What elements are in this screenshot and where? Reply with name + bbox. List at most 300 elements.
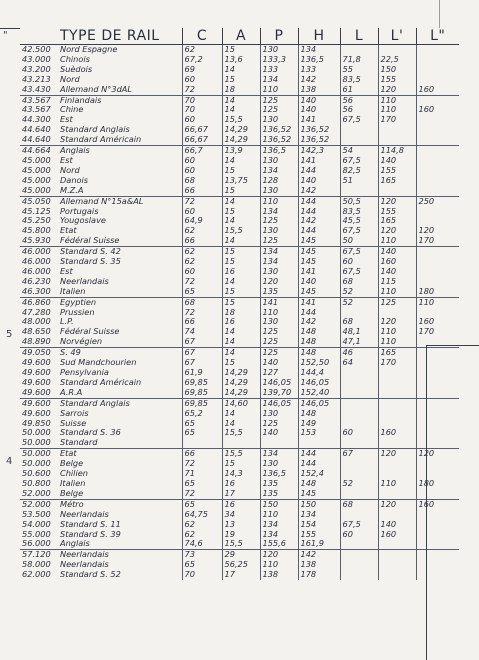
- rail-type-cell: Etat: [60, 448, 77, 459]
- a-cell: 18: [222, 85, 260, 95]
- header-a: A: [222, 28, 260, 45]
- l-prime-cell: [378, 459, 416, 469]
- a-cell: 16: [222, 317, 260, 327]
- l-prime-cell: 110: [378, 236, 416, 246]
- h-cell: 140: [298, 95, 340, 105]
- l-cell: [340, 409, 378, 419]
- weight-cell: 54.000: [22, 519, 51, 529]
- p-cell: 130: [260, 45, 298, 55]
- a-cell: 14: [222, 337, 260, 347]
- l-double-prime-cell: 160: [416, 105, 459, 115]
- a-cell: 13,6: [222, 55, 260, 65]
- l-prime-cell: 165: [378, 216, 416, 226]
- rail-type-cell: Neerlandais: [60, 509, 109, 519]
- weight-cell: 43.200: [22, 64, 51, 74]
- l-prime-cell: [378, 398, 416, 408]
- l-double-prime-cell: [416, 55, 459, 65]
- table-row: [20, 115, 459, 125]
- c-cell: 64,9: [182, 216, 222, 226]
- l-double-prime-cell: 120: [416, 449, 459, 459]
- rail-types-table: [20, 28, 459, 580]
- l-cell: 55: [340, 65, 378, 75]
- weight-cell: 48.890: [20, 337, 58, 347]
- table-row: [20, 65, 459, 75]
- l-double-prime-cell: [416, 530, 459, 540]
- l-prime-cell: 170: [378, 358, 416, 368]
- c-cell: 60: [182, 115, 222, 125]
- l-cell: [340, 186, 378, 196]
- l-double-prime-cell: [416, 45, 459, 55]
- c-cell: 61,9: [182, 368, 222, 378]
- table-row: [20, 146, 459, 156]
- l-prime-cell: [378, 419, 416, 429]
- h-cell: 140: [298, 277, 340, 287]
- p-cell: 127: [260, 368, 298, 378]
- c-cell: 60: [182, 156, 222, 166]
- l-prime-cell: [378, 539, 416, 549]
- h-cell: 136,5: [298, 55, 340, 65]
- a-cell: 14,29: [222, 125, 260, 135]
- l-double-prime-cell: [416, 115, 459, 125]
- p-cell: 138: [260, 570, 298, 580]
- h-cell: 138: [298, 85, 340, 95]
- table-row: [20, 135, 459, 145]
- c-cell: 66,7: [182, 146, 222, 156]
- l-prime-cell: 155: [378, 75, 416, 85]
- l-double-prime-cell: [416, 95, 459, 105]
- a-cell: 18: [222, 308, 260, 318]
- table-row: [20, 267, 459, 277]
- rail-type-cell: Métro: [60, 499, 84, 509]
- l-double-prime-cell: [416, 308, 459, 318]
- c-cell: 62: [182, 530, 222, 540]
- l-cell: 67,5: [340, 115, 378, 125]
- h-cell: 144: [298, 449, 340, 459]
- table-row: [20, 489, 459, 499]
- weight-cell: 46.230: [22, 276, 51, 286]
- h-cell: 148: [298, 327, 340, 337]
- rail-type-cell: Standard S. 35: [60, 257, 121, 267]
- a-cell: 14: [222, 196, 260, 206]
- c-cell: 70: [182, 95, 222, 105]
- rail-type-cell: A.R.A: [58, 388, 182, 398]
- c-cell: 72: [182, 459, 222, 469]
- table-row: [20, 449, 459, 459]
- table-row: [20, 308, 459, 318]
- l-double-prime-cell: 180: [416, 479, 459, 489]
- l-prime-cell: 120: [378, 196, 416, 206]
- c-cell: 65: [182, 419, 222, 429]
- l-cell: 83,5: [340, 75, 378, 85]
- l-prime-cell: 110: [378, 287, 416, 297]
- l-prime-cell: 155: [378, 166, 416, 176]
- l-prime-cell: [378, 409, 416, 419]
- c-cell: 66,67: [182, 135, 222, 145]
- rail-type-cell: Neerlandais: [60, 560, 109, 570]
- l-cell: 67,5: [340, 267, 378, 277]
- rail-type-cell: Standard Anglais: [60, 125, 130, 135]
- l-cell: [340, 308, 378, 318]
- p-cell: 134: [260, 257, 298, 267]
- p-cell: 110: [260, 85, 298, 95]
- l-double-prime-cell: [416, 489, 459, 499]
- l-double-prime-cell: [416, 186, 459, 196]
- table-row: [20, 196, 459, 206]
- table-row: [20, 277, 459, 287]
- table-row: [20, 166, 459, 176]
- weight-cell: 43.000: [22, 54, 51, 64]
- l-cell: 47,1: [340, 337, 378, 347]
- c-cell: 62: [182, 247, 222, 257]
- l-prime-cell: 160: [378, 530, 416, 540]
- a-cell: 16: [222, 499, 260, 509]
- weight-cell: 47.280: [22, 307, 51, 317]
- c-cell: 72: [182, 277, 222, 287]
- l-cell: 64: [340, 358, 378, 368]
- table-row: [20, 368, 459, 378]
- right-margin-edge: [426, 345, 427, 660]
- table-row: [20, 560, 459, 570]
- a-cell: 15: [222, 207, 260, 217]
- rail-type-cell: Standard S. 11: [60, 519, 121, 529]
- l-double-prime-cell: 160: [416, 85, 459, 95]
- l-double-prime-cell: [416, 267, 459, 277]
- weight-cell: 43.430: [20, 85, 58, 95]
- c-cell: 66,67: [182, 125, 222, 135]
- l-double-prime-cell: 250: [416, 196, 459, 206]
- rail-type-cell: Belge: [60, 459, 84, 469]
- h-cell: 150: [298, 499, 340, 509]
- l-double-prime-cell: [416, 146, 459, 156]
- weight-cell: 56.000: [20, 539, 58, 549]
- weight-cell: 48.650: [22, 327, 51, 337]
- top-left-rule: [0, 28, 20, 29]
- weight-cell: 46.860: [22, 297, 51, 307]
- h-cell: 153: [298, 428, 340, 438]
- p-cell: 136,5: [260, 146, 298, 156]
- l-cell: 50: [340, 236, 378, 246]
- a-cell: 14: [222, 277, 260, 287]
- weight-cell: 45.000: [22, 165, 51, 175]
- h-cell: 152,50: [298, 358, 340, 368]
- l-double-prime-cell: [416, 156, 459, 166]
- a-cell: 14: [222, 327, 260, 337]
- c-cell: 72: [182, 489, 222, 499]
- weight-cell: 50.600: [22, 469, 51, 479]
- c-cell: [182, 438, 222, 448]
- rail-type-cell: Fédéral Suisse: [58, 236, 182, 246]
- p-cell: 130: [260, 186, 298, 196]
- p-cell: 125: [260, 337, 298, 347]
- table-row: [20, 55, 459, 65]
- margin-mark-5: 5: [6, 329, 13, 340]
- table-row: [20, 257, 459, 267]
- p-cell: 136,5: [260, 469, 298, 479]
- l-cell: [340, 510, 378, 520]
- p-cell: 134: [260, 75, 298, 85]
- c-cell: 65: [182, 479, 222, 489]
- table-row: [20, 428, 459, 438]
- table-row: [20, 216, 459, 226]
- weight-cell: 50.000: [22, 448, 51, 459]
- l-prime-cell: [378, 388, 416, 398]
- a-cell: 14: [222, 105, 260, 115]
- h-cell: 144: [298, 308, 340, 318]
- a-cell: 14: [222, 156, 260, 166]
- rail-type-cell: Standard S. 39: [60, 529, 121, 539]
- rail-type-cell: Suisse: [60, 418, 87, 428]
- weight-cell: 45.050: [22, 196, 51, 206]
- l-double-prime-cell: 180: [416, 287, 459, 297]
- l-prime-cell: 160: [378, 257, 416, 267]
- l-double-prime-cell: [416, 419, 459, 429]
- c-cell: 66: [182, 186, 222, 196]
- c-cell: 65: [182, 499, 222, 509]
- weight-cell: 49.600: [22, 368, 51, 377]
- l-prime-cell: [378, 125, 416, 135]
- table-row: [20, 287, 459, 297]
- l-double-prime-cell: 110: [416, 297, 459, 307]
- table-row: [20, 550, 459, 560]
- l-prime-cell: 110: [378, 337, 416, 347]
- table-row: [20, 388, 459, 398]
- a-cell: 15: [222, 186, 260, 196]
- weight-cell: 49.600: [22, 358, 51, 368]
- rail-type-cell: Allemand N°15a&AL: [60, 196, 144, 206]
- rail-type-cell: Chine: [60, 105, 84, 115]
- header-weight: [20, 28, 58, 45]
- weight-cell: 49.600: [22, 377, 51, 387]
- p-cell: 140: [260, 428, 298, 438]
- weight-cell: 44.300: [22, 115, 51, 125]
- rail-type-cell: Nord: [60, 165, 80, 175]
- rail-type-cell: Standard S. 36: [60, 428, 121, 438]
- c-cell: 74,6: [182, 539, 222, 549]
- rail-type-cell: Est: [60, 155, 73, 165]
- rail-type-cell: Italien: [60, 478, 86, 488]
- c-cell: 72: [182, 308, 222, 318]
- l-double-prime-cell: [416, 166, 459, 176]
- rail-type-cell: S. 49: [60, 347, 81, 358]
- p-cell: 134: [260, 166, 298, 176]
- p-cell: 136,52: [260, 125, 298, 135]
- l-double-prime-cell: [416, 388, 459, 398]
- a-cell: 29: [222, 550, 260, 560]
- l-prime-cell: 140: [378, 267, 416, 277]
- a-cell: 13,75: [222, 176, 260, 186]
- weight-cell: 50.000: [22, 459, 51, 469]
- table-row: [20, 337, 459, 347]
- p-cell: 130: [260, 156, 298, 166]
- l-double-prime-cell: [416, 398, 459, 408]
- l-double-prime-cell: [416, 368, 459, 378]
- l-double-prime-cell: [416, 358, 459, 368]
- table-row: [20, 378, 459, 388]
- table-row: [20, 419, 459, 429]
- p-cell: 133,3: [260, 55, 298, 65]
- l-prime-cell: 140: [378, 247, 416, 257]
- weight-cell: 50.000: [22, 428, 51, 438]
- l-double-prime-cell: 160: [416, 499, 459, 509]
- l-cell: 67,5: [340, 156, 378, 166]
- rail-type-cell: Standard Américain: [60, 377, 142, 387]
- l-prime-cell: 114,8: [378, 146, 416, 156]
- l-prime-cell: 110: [378, 327, 416, 337]
- weight-cell: 50.800: [22, 478, 51, 488]
- table-row: [20, 520, 459, 530]
- p-cell: 135: [260, 287, 298, 297]
- l-cell: 82,5: [340, 166, 378, 176]
- l-cell: 68: [340, 317, 378, 327]
- margin-mark-quote: ": [3, 30, 8, 41]
- l-cell: 51: [340, 176, 378, 186]
- l-cell: 52: [340, 287, 378, 297]
- h-cell: 141: [298, 297, 340, 307]
- l-cell: 67,5: [340, 226, 378, 236]
- h-cell: 145: [298, 489, 340, 499]
- table-row: [20, 479, 459, 489]
- l-cell: [340, 378, 378, 388]
- c-cell: 72: [182, 196, 222, 206]
- rail-type-cell: Suèdois: [60, 64, 93, 74]
- l-double-prime-cell: [416, 65, 459, 75]
- a-cell: 16: [222, 479, 260, 489]
- l-double-prime-cell: [416, 125, 459, 135]
- a-cell: 13: [222, 520, 260, 530]
- a-cell: 15: [222, 358, 260, 368]
- h-cell: 145: [298, 236, 340, 246]
- h-cell: 142: [298, 186, 340, 196]
- rail-type-cell: Pensylvania: [60, 368, 109, 377]
- p-cell: 155,6: [260, 539, 298, 549]
- table-row: [20, 398, 459, 408]
- c-cell: 62: [182, 520, 222, 530]
- l-cell: [340, 459, 378, 469]
- weight-cell: 43.213: [22, 74, 51, 84]
- a-cell: 15: [222, 287, 260, 297]
- h-cell: 144: [298, 207, 340, 217]
- h-cell: [298, 438, 340, 448]
- l-prime-cell: 120: [378, 85, 416, 95]
- l-double-prime-cell: [416, 459, 459, 469]
- l-double-prime-cell: 170: [416, 236, 459, 246]
- weight-cell: 55.000: [22, 529, 51, 539]
- p-cell: 130: [260, 459, 298, 469]
- rail-type-cell: Etat: [60, 226, 77, 236]
- p-cell: 139,70: [260, 388, 298, 398]
- c-cell: 65: [182, 287, 222, 297]
- c-cell: 60: [182, 166, 222, 176]
- a-cell: 14: [222, 419, 260, 429]
- l-cell: [340, 388, 378, 398]
- a-cell: 15,5: [222, 539, 260, 549]
- p-cell: 135: [260, 479, 298, 489]
- rail-type-cell: Belge: [58, 489, 182, 499]
- right-margin-rule: [426, 345, 479, 346]
- weight-cell: 57.120: [22, 549, 51, 560]
- c-cell: 70: [182, 105, 222, 115]
- a-cell: 14: [222, 348, 260, 358]
- l-prime-cell: [378, 560, 416, 570]
- l-double-prime-cell: [416, 510, 459, 520]
- p-cell: 146,05: [260, 378, 298, 388]
- a-cell: 13,9: [222, 146, 260, 156]
- c-cell: 65: [182, 560, 222, 570]
- h-cell: 141: [298, 115, 340, 125]
- h-cell: 138: [298, 560, 340, 570]
- a-cell: 14: [222, 409, 260, 419]
- l-double-prime-cell: [416, 176, 459, 186]
- h-cell: 136,52: [298, 125, 340, 135]
- l-prime-cell: 125: [378, 297, 416, 307]
- l-double-prime-cell: [416, 438, 459, 448]
- l-cell: [340, 125, 378, 135]
- h-cell: 144: [298, 196, 340, 206]
- h-cell: 146,05: [298, 398, 340, 408]
- l-cell: 54: [340, 146, 378, 156]
- p-cell: 134: [260, 247, 298, 257]
- weight-cell: 44.640: [22, 125, 51, 135]
- weight-cell: 45.000: [22, 155, 51, 165]
- p-cell: 133: [260, 65, 298, 75]
- weight-cell: 44.640: [20, 135, 58, 145]
- weight-cell: 45.800: [22, 226, 51, 236]
- l-double-prime-cell: [416, 207, 459, 217]
- c-cell: 73: [182, 550, 222, 560]
- weight-cell: 48.000: [22, 317, 51, 327]
- l-prime-cell: [378, 438, 416, 448]
- l-double-prime-cell: [416, 560, 459, 570]
- a-cell: 14,29: [222, 378, 260, 388]
- l-double-prime-cell: [416, 428, 459, 438]
- a-cell: 14: [222, 216, 260, 226]
- table-row: [20, 438, 459, 448]
- p-cell: 130: [260, 267, 298, 277]
- weight-cell: 49.600: [20, 388, 58, 398]
- c-cell: 65: [182, 428, 222, 438]
- p-cell: 135: [260, 489, 298, 499]
- rail-type-cell: Norvégien: [58, 337, 182, 347]
- h-cell: 148: [298, 479, 340, 489]
- l-prime-cell: [378, 489, 416, 499]
- c-cell: 62: [182, 257, 222, 267]
- weight-cell: 45.000: [22, 175, 51, 185]
- h-cell: 146,05: [298, 378, 340, 388]
- a-cell: 14: [222, 95, 260, 105]
- l-double-prime-cell: [416, 257, 459, 267]
- table-row: [20, 247, 459, 257]
- l-prime-cell: 120: [378, 499, 416, 509]
- l-prime-cell: 155: [378, 207, 416, 217]
- weight-cell: 52.000: [20, 489, 58, 499]
- h-cell: 145: [298, 257, 340, 267]
- l-cell: 61: [340, 85, 378, 95]
- p-cell: 125: [260, 236, 298, 246]
- l-prime-cell: [378, 45, 416, 55]
- h-cell: 148: [298, 348, 340, 358]
- weight-cell: 45.250: [22, 216, 51, 226]
- c-cell: 60: [182, 267, 222, 277]
- c-cell: 67,2: [182, 55, 222, 65]
- weight-cell: 46.000: [22, 246, 51, 257]
- l-cell: 68: [340, 277, 378, 287]
- l-double-prime-cell: [416, 550, 459, 560]
- table-row: [20, 85, 459, 95]
- l-cell: [340, 45, 378, 55]
- page-fold-line: [439, 0, 440, 28]
- p-cell: 110: [260, 510, 298, 520]
- l-prime-cell: 115: [378, 277, 416, 287]
